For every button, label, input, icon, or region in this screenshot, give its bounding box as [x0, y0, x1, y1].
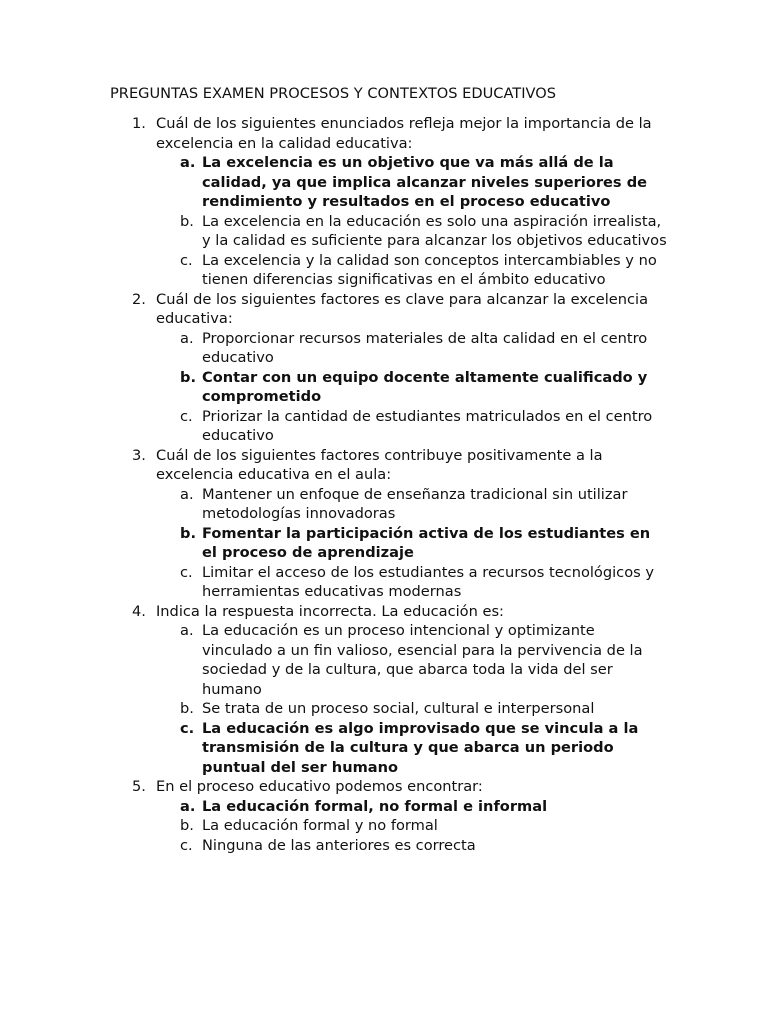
- question-item: [0, 290, 768, 446]
- option-letter: c.: [180, 407, 193, 425]
- question-item: [0, 602, 768, 778]
- option-text: Se trata de un proceso social, cultural e interpersonal: [202, 700, 595, 717]
- option-list: [156, 485, 668, 602]
- option-item: [156, 329, 668, 368]
- option-text: Contar con un equipo docente altamente cualificado y comprometido: [202, 368, 648, 405]
- question-number: 3.: [132, 446, 146, 464]
- option-item: [156, 621, 668, 699]
- option-text: Ninguna de las anteriores es correcta: [202, 836, 476, 854]
- question-item: [0, 446, 768, 602]
- question-text: Cuál de los siguientes factores es clave para alcanzar la excelencia educativa:: [156, 290, 649, 327]
- question-list: [0, 114, 768, 855]
- option-letter: c.: [180, 251, 193, 269]
- question-text: Indica la respuesta incorrecta. La educación es:: [156, 602, 504, 620]
- option-item: [156, 563, 668, 602]
- question-number: 1.: [132, 115, 146, 132]
- option-list: [156, 153, 668, 290]
- option-text: Priorizar la cantidad de estudiantes matriculados en el centro educativo: [202, 407, 653, 444]
- option-item: [156, 485, 668, 524]
- option-text: La educación formal, no formal e informal: [202, 797, 548, 815]
- option-item: [156, 699, 668, 719]
- option-item: [156, 212, 668, 251]
- question-item: [0, 777, 768, 855]
- option-item: [156, 836, 668, 856]
- option-text: Proporcionar recursos materiales de alta calidad en el centro educativo: [202, 329, 648, 366]
- option-letter: c.: [180, 563, 193, 581]
- option-item: [156, 251, 668, 290]
- option-letter: c.: [180, 719, 195, 737]
- option-text: Fomentar la participación activa de los estudiantes en el proceso de aprendizaje: [202, 524, 651, 561]
- option-list: [156, 329, 668, 446]
- question-text: Cuál de los siguientes factores contribuye positivamente a la excelencia educativa en el aula:: [156, 446, 603, 483]
- question-item: [0, 114, 768, 290]
- option-list: [156, 621, 668, 777]
- option-text: La excelencia es un objetivo que va más allá de la calidad, ya que implica alcanzar niveles superiores de rendimiento y resultados en el proceso educativo: [202, 154, 648, 210]
- option-list: [156, 797, 668, 856]
- option-text: La educación es un proceso intencional y optimizante vinculado a un fin valioso, esencial para la pervivencia de la sociedad y de la cultura, que abarca toda la vida del ser humano: [202, 622, 643, 698]
- option-text: Limitar el acceso de los estudiantes a recursos tecnológicos y herramientas educativas modernas: [202, 563, 655, 600]
- question-text: En el proceso educativo podemos encontrar:: [156, 778, 483, 795]
- option-item-correct: [156, 524, 668, 563]
- option-letter: a.: [180, 329, 194, 347]
- option-letter: c.: [180, 836, 193, 854]
- question-text: Cuál de los siguientes enunciados refleja mejor la importancia de la excelencia en la calidad educativa:: [156, 115, 652, 152]
- option-item-correct: [156, 719, 668, 778]
- option-text: La educación formal y no formal: [202, 817, 438, 834]
- option-item: [156, 407, 668, 446]
- option-letter: b.: [180, 368, 196, 386]
- option-text: La excelencia en la educación es solo una aspiración irrealista, y la calidad es suficiente para alcanzar los objetivos educativos: [202, 212, 667, 249]
- option-letter: b.: [180, 212, 194, 230]
- option-letter: a.: [180, 485, 194, 503]
- option-letter: a.: [180, 154, 196, 171]
- option-item-correct: [156, 153, 668, 212]
- option-item: [156, 816, 668, 836]
- document-title: PREGUNTAS EXAMEN PROCESOS Y CONTEXTOS EDUCATIVOS: [110, 85, 556, 102]
- question-number: 5.: [132, 778, 146, 795]
- option-text: La excelencia y la calidad son conceptos intercambiables y no tienen diferencias significativas en el ámbito educativo: [202, 251, 657, 288]
- question-number: 2.: [132, 290, 146, 308]
- option-item-correct: [156, 797, 668, 817]
- option-item-correct: [156, 368, 668, 407]
- option-letter: b.: [180, 817, 194, 834]
- option-letter: a.: [180, 622, 194, 639]
- option-text: La educación es algo improvisado que se vincula a la transmisión de la cultura y que abarca un periodo puntual del ser humano: [202, 719, 639, 776]
- option-letter: a.: [180, 797, 196, 815]
- option-text: Mantener un enfoque de enseñanza tradicional sin utilizar metodologías innovadoras: [202, 485, 628, 522]
- option-letter: b.: [180, 524, 196, 542]
- option-letter: b.: [180, 700, 194, 717]
- question-number: 4.: [132, 602, 146, 620]
